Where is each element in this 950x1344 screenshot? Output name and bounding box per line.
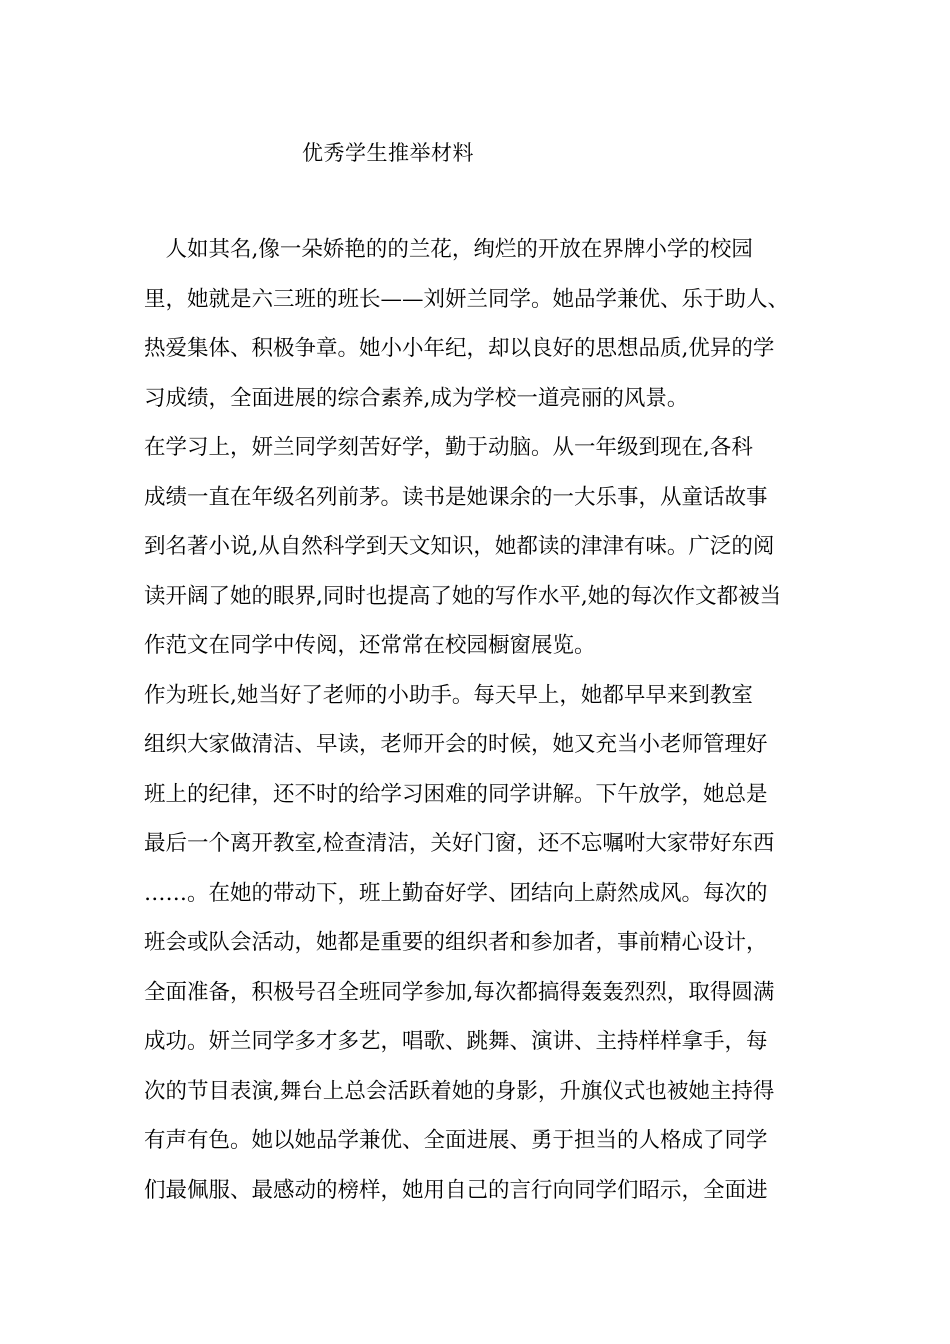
body-line: 里，她就是六三班的班长——刘妍兰同学。她品学兼优、乐于助人、 bbox=[144, 286, 790, 312]
body-line: 作范文在同学中传阅，还常常在校园橱窗展览。 bbox=[144, 633, 596, 658]
body-line: 作为班长,她当好了老师的小助手。每天早上，她都早早来到教室 bbox=[144, 682, 753, 708]
document-body bbox=[144, 232, 834, 1222]
body-line: 成绩一直在年级名列前茅。读书是她课余的一大乐事，从童话故事 bbox=[144, 484, 768, 510]
body-line: 热爱集体、积极争章。她小小年纪，却以良好的思想品质,优异的学 bbox=[144, 336, 775, 361]
body-line: 全面准备，积极号召全班同学参加,每次都搞得轰轰烈烈，取得圆满 bbox=[144, 979, 775, 1005]
body-line: 在学习上，妍兰同学刻苦好学，勤于动脑。从一年级到现在,各科 bbox=[144, 435, 753, 460]
body-line: 最后一个离开教室,检查清洁，关好门窗，还不忘嘱咐大家带好东西 bbox=[144, 831, 775, 856]
body-line: 习成绩，全面进展的综合素养,成为学校一道亮丽的风景。 bbox=[144, 385, 689, 411]
body-line: 成功。妍兰同学多才多艺，唱歌、跳舞、演讲、主持样样拿手，每 bbox=[144, 1029, 768, 1054]
body-line: ……。在她的带动下，班上勤奋好学、团结向上蔚然成风。每次的 bbox=[144, 880, 768, 906]
body-line: 班上的纪律，还不时的给学习困难的同学讲解。下午放学，她总是 bbox=[144, 781, 768, 807]
body-line: 们最佩服、最感动的榜样，她用自己的言行向同学们昭示，全面进 bbox=[144, 1177, 768, 1203]
body-line: 到名著小说,从自然科学到天文知识，她都读的津津有味。广泛的阅 bbox=[144, 534, 775, 559]
body-line: 人如其名,像一朵娇艳的的兰花，绚烂的开放在界牌小学的校园 bbox=[144, 237, 753, 262]
body-line: 班会或队会活动，她都是重要的组织者和参加者，事前精心设计， bbox=[144, 930, 768, 955]
body-line: 组织大家做清洁、早读，老师开会的时候，她又充当小老师管理好 bbox=[144, 732, 768, 757]
body-line: 次的节目表演,舞台上总会活跃着她的身影，升旗仪式也被她主持得 bbox=[144, 1078, 775, 1104]
document-title: 优秀学生推举材料 bbox=[302, 141, 474, 165]
body-line: 有声有色。她以她品学兼优、全面进展、勇于担当的人格成了同学 bbox=[144, 1128, 768, 1153]
body-line: 读开阔了她的眼界,同时也提高了她的写作水平,她的每次作文都被当 bbox=[144, 583, 782, 609]
